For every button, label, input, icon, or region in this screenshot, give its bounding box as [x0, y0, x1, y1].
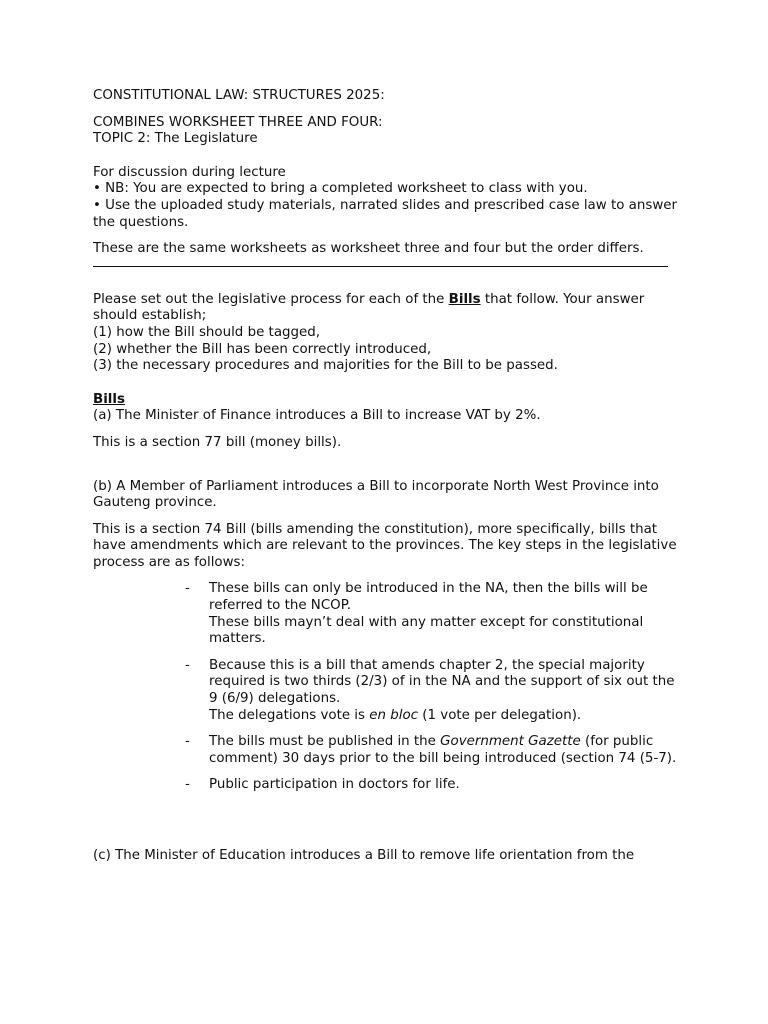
- step-item: [93, 734, 683, 767]
- topic-line: TOPIC 2: The Legislature: [93, 131, 258, 147]
- step-2-text: Because this is a bill that amends chapter 2, the special majority required is two thirds (2/3) of in the NA and the support of six out the 9 (6/9) delegations.: [209, 657, 675, 707]
- step-3-italic: Government Gazette: [440, 734, 581, 750]
- step-2-text-2: [209, 708, 683, 725]
- bill-b-line-2: Gauteng province.: [93, 495, 217, 511]
- doc-title: CONSTITUTIONAL LAW: STRUCTURES 2025:: [93, 88, 385, 103]
- doc-subtitle: COMBINES WORKSHEET THREE AND FOUR:: [93, 114, 383, 130]
- bill-b-answer: This is a section 74 Bill (bills amending the constitution), more specifically, bills that have amendments which are relevant to the provinces. The key steps in the legislative process are as follows:: [93, 521, 677, 570]
- step-4-text: Public participation in doctors for life.: [209, 777, 460, 793]
- bill-a-answer: This is a section 77 bill (money bills).: [93, 434, 342, 450]
- instructions-item-3: (3) the necessary procedures and majorities for the Bill to be passed.: [93, 358, 558, 374]
- step-item: [93, 777, 683, 794]
- spacer: [93, 804, 683, 848]
- step-1-text: These bills can only be introduced in the NA, then the bills will be referred to the NCOP.: [209, 581, 648, 614]
- intro-bullet-1: • NB: You are expected to bring a completed worksheet to class with you.: [93, 181, 588, 197]
- bills-heading: Bills: [93, 391, 125, 407]
- step-item: [93, 581, 683, 647]
- bill-c: (c) The Minister of Education introduces a Bill to remove life orientation from the: [93, 848, 635, 863]
- dash-marker: -: [185, 734, 190, 750]
- step-3-text: [209, 734, 683, 767]
- bill-a: (a) The Minister of Finance introduces a Bill to increase VAT by 2%.: [93, 408, 541, 424]
- discussion-line: For discussion during lecture: [93, 164, 286, 180]
- step-item: [93, 658, 683, 724]
- dash-marker: -: [185, 657, 190, 673]
- instructions-item-2: (2) whether the Bill has been correctly introduced,: [93, 341, 432, 357]
- instructions-paragraph: [93, 292, 683, 325]
- step-1-text-2: These bills mayn’t deal with any matter except for constitutional matters.: [209, 614, 644, 647]
- dash-marker: -: [185, 581, 190, 597]
- instructions-post: that follow. Your answer should establish;: [93, 291, 645, 324]
- intro-note: These are the same worksheets as worksheet three and four but the order differs.: [93, 241, 644, 257]
- step-3-pre: The bills must be published in the: [209, 734, 441, 750]
- bill-b-line-1: (b) A Member of Parliament introduces a Bill to incorporate North West Province into: [93, 478, 659, 494]
- instructions-item-1: (1) how the Bill should be tagged,: [93, 324, 321, 340]
- intro-bullet-2: • Use the uploaded study materials, narrated slides and prescribed case law to answer the questions.: [93, 197, 678, 230]
- dash-marker: -: [185, 777, 190, 793]
- step-2-italic: en bloc: [369, 707, 419, 723]
- spacer: [93, 148, 683, 165]
- step-2-pre: The delegations vote is: [209, 707, 370, 723]
- spacer: [93, 375, 683, 392]
- document-page: [93, 88, 683, 865]
- instructions-bills-word: Bills: [448, 291, 481, 307]
- step-3-post: (for public comment) 30 days prior to the bill being introduced (section 74 (5-7).: [209, 734, 677, 766]
- instructions-pre: Please set out the legislative process for each of the: [93, 291, 449, 307]
- spacer: [93, 452, 683, 479]
- step-2-post: (1 vote per delegation).: [418, 707, 582, 723]
- spacer: [93, 267, 683, 292]
- legislative-steps-list: [93, 581, 683, 794]
